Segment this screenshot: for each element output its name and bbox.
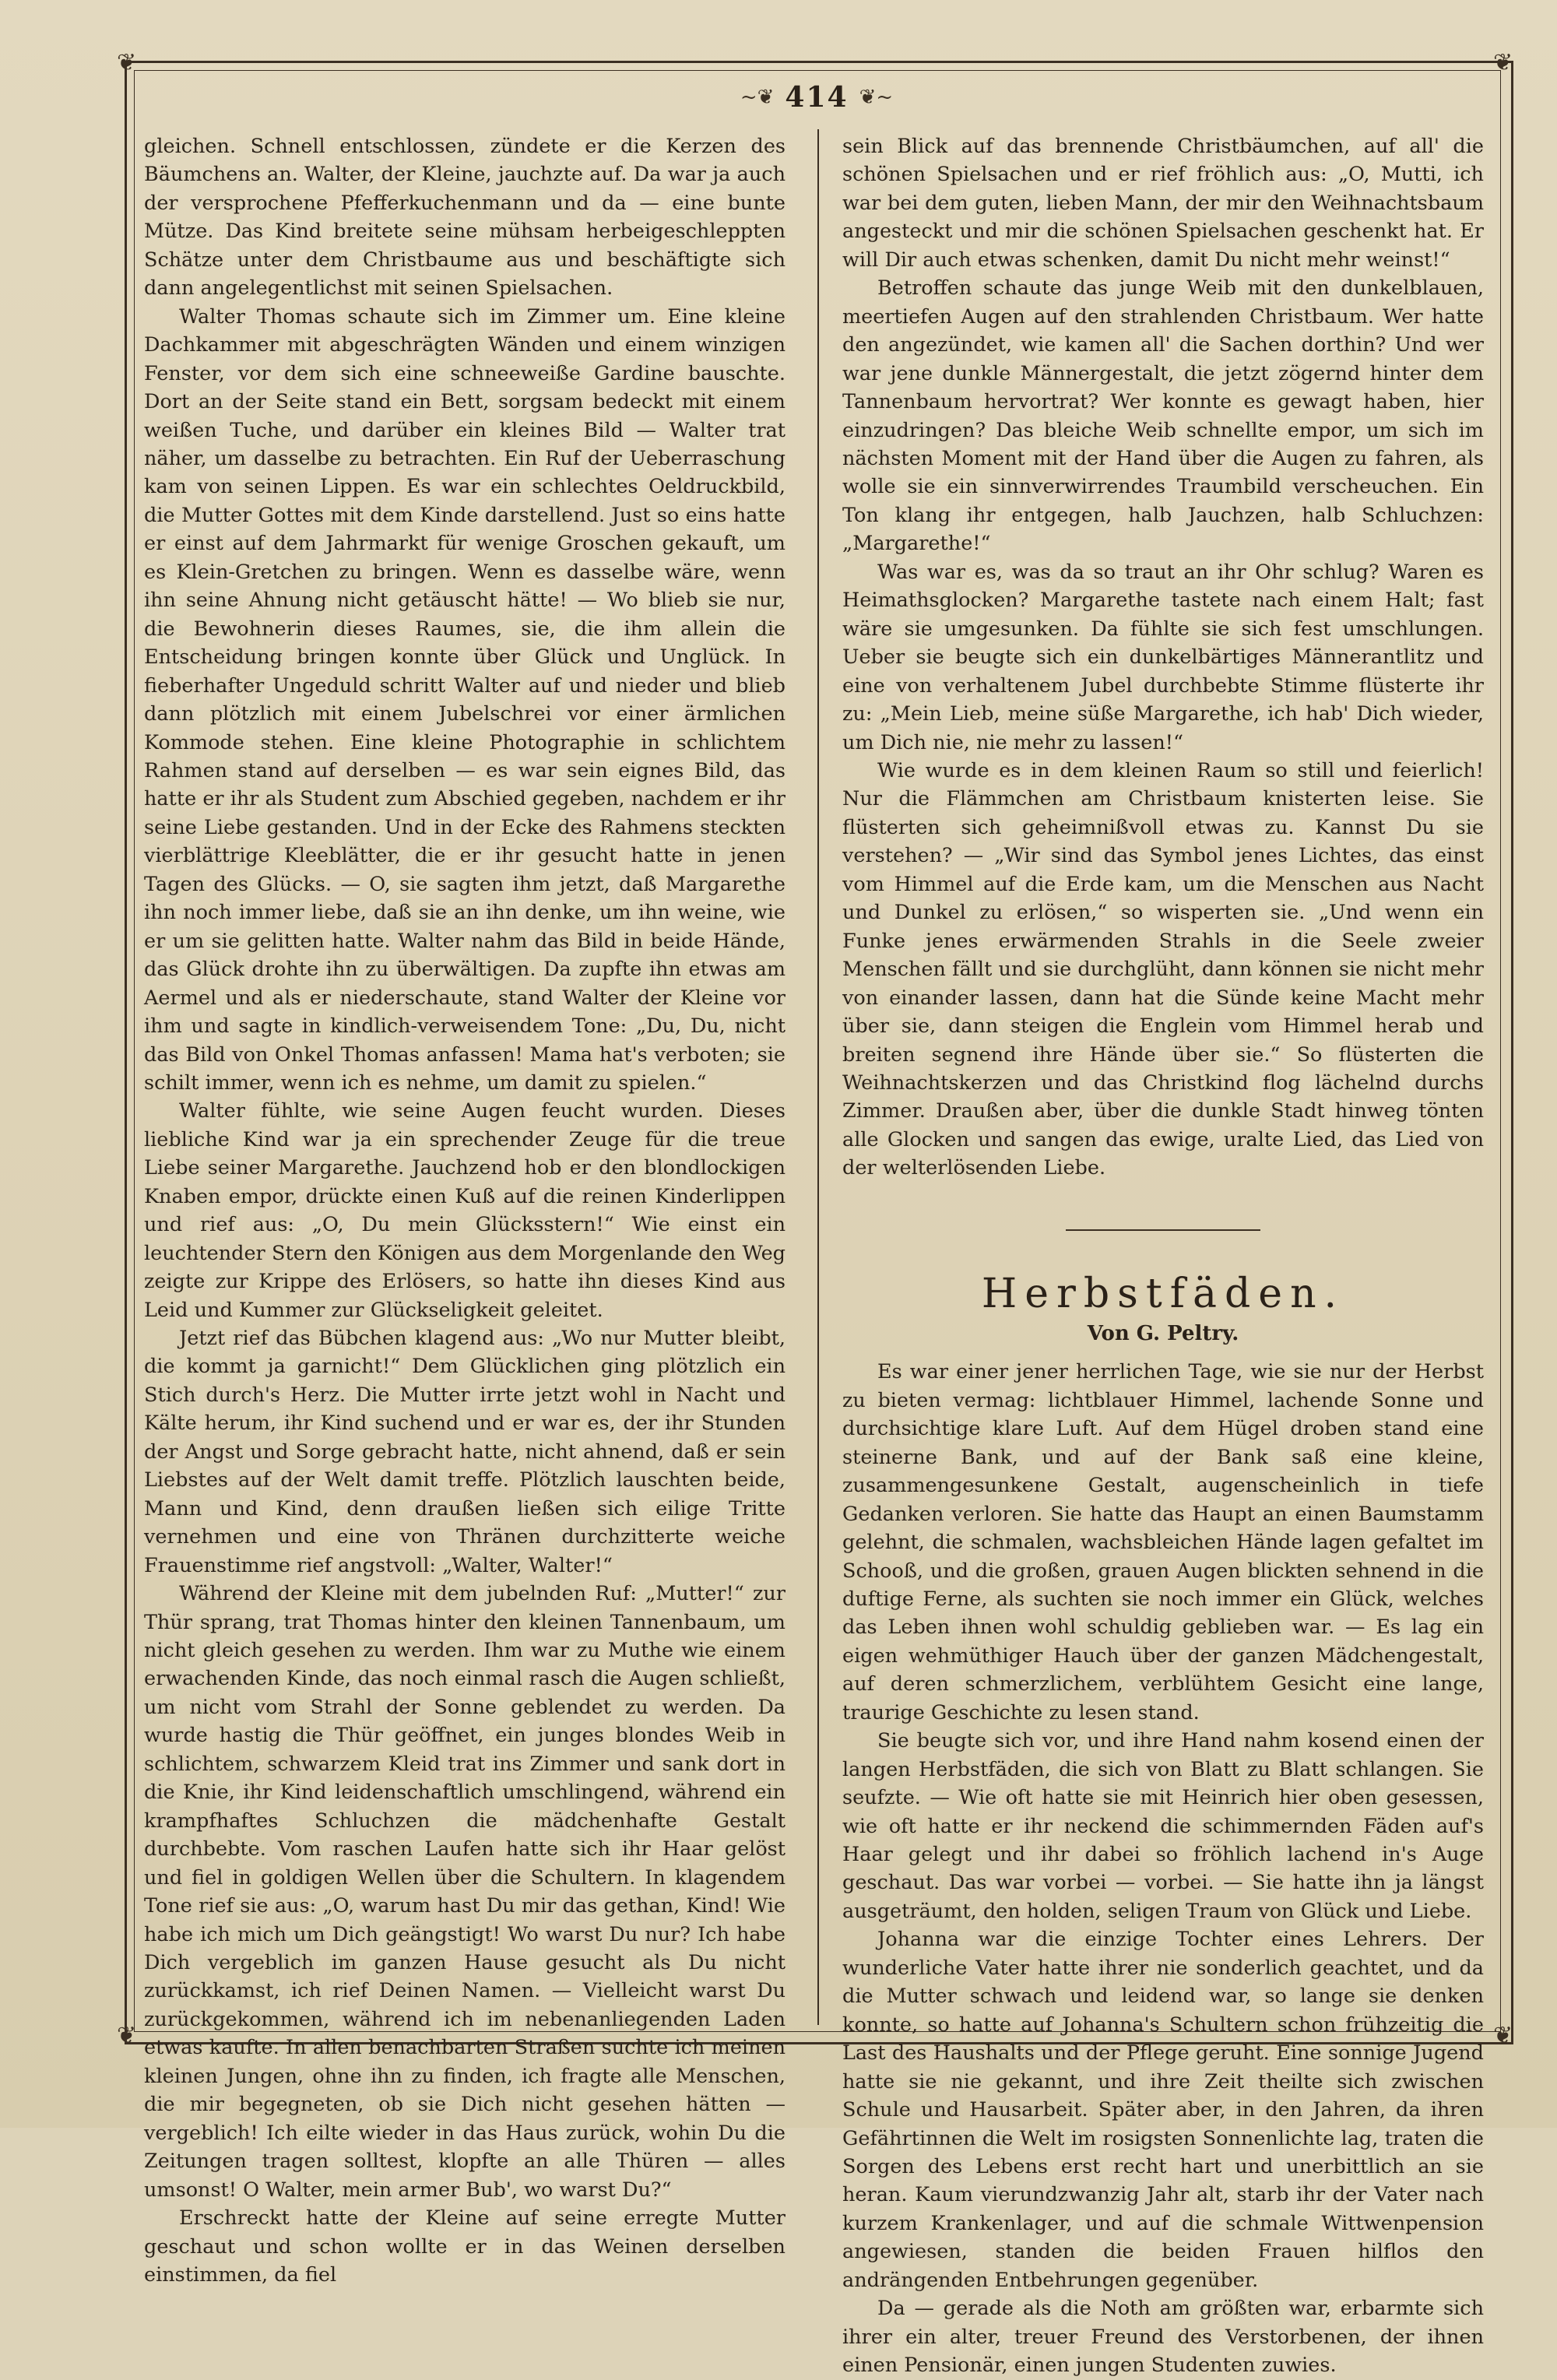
corner-ornament-icon: ❦ [117,49,137,76]
paragraph: Jetzt rief das Bübchen klagend aus: „Wo nur Mutter bleibt, die kommt ja garnicht!“ Dem Glücklichen ging plötzlich ein Stich durch's Herz. Die Mutter irrte jetzt wohl in Nacht und Kälte herum, ihr Kind suchend und er war es, der ihr Stunden der Angst und Sorge gebracht hatte, nicht ahnend, daß er sein Liebstes auf der Welt damit treffe. Plötzlich lauschten beide, Mann und Kind, denn draußen ließen sich eilige Tritte vernehmen und eine von Thränen durchzitterte weiche Frauenstimme rief angstvoll: „Walter, Walter!“ [144,1327,786,1577]
paragraph: Walter Thomas schaute sich im Zimmer um. Eine kleine Dachkammer mit abgeschrägten Wänden und einem winzigen Fenster, vor dem sich eine schneeweiße Gardine bauschte. Dort an der Seite stand ein Bett, sorgsam bedeckt mit einem weißen Tuche, und darüber ein kleines Bild — Walter trat näher, um dasselbe zu betrachten. Ein Ruf der Ueberraschung kam von seinen Lippen. Es war ein schlechtes Oeldruckbild, die Mutter Gottes mit dem Kinde darstellend. Just so eins hatte er einst auf dem Jahrmarkt für wenige Groschen gekauft, um es Klein-Gretchen zu bringen. Wenn es dasselbe wäre, wenn ihn seine Ahnung nicht getäuscht hätte! — Wo blieb sie nur, die Bewohnerin dieses Raumes, sie, die ihm allein die Entscheidung bringen konnte über Glück und Unglück. In fieberhafter Ungeduld schritt Walter auf und nieder und blieb dann plötzlich mit einem Jubelschrei vor einer ärmlichen Kommode stehen. Eine kleine Photographie in schlichtem Rahmen stand auf derselben — es war sein eignes Bild, das hatte er ihr als Student zum Abschied gegeben, nachdem er ihr seine Liebe gestanden. Und in der Ecke des Rahmens steckten vierblättrige Kleeblätter, die er ihr gesucht hatte in jenen Tagen des Glücks. — O, sie sagten ihm jetzt, daß Margarethe ihn noch immer liebe, daß sie an ihn denke, um ihn weine, wie er um sie gelitten hatte. Walter nahm das Bild in beide Hände, das Glück drohte ihn zu überwältigen. Da zupfte ihn etwas am Aermel und als er niederschaute, stand Walter der Kleine vor ihm und sagte in kindlich-verweisendem Tone: „Du, Du, nicht das Bild von Onkel Thomas anfassen! Mama hat's verboten; sie schilt immer, wenn ich es nehme, um damit zu spielen.“ [144,304,786,1095]
paragraph: Betroffen schaute das junge Weib mit den dunkelblauen, meertiefen Augen auf den strahlenden Christbaum. Wer hatte den angezündet, wie kamen all' die Sachen dorthin? Und wer war jene dunkle Männergestalt, die jetzt zögernd hinter dem Tannenbaum hervortrat? Wer konnte es gewagt haben, hier einzudringen? Das bleiche Weib schnellte empor, um sich im nächsten Moment mit der Hand über die Augen zu fahren, als wolle sie ein sinnverwirrendes Traumbild verscheuchen. Ein Ton klang ihr entgegen, halb Jauchzen, halb Schluchzen: „Margarethe!“ [842,276,1484,556]
article-author: Von G. Peltry. [1087,1322,1239,1346]
header-ornament-right-icon: ❦~ [859,86,894,109]
paragraph: Wie wurde es in dem kleinen Raum so still und feierlich! Nur die Flämmchen am Christbaum knisterten leise. Sie flüsterten sich geheimnißvoll etwas zu. Kannst Du sie verstehen? — „Wir sind das Symbol jenes Lichtes, das einst vom Himmel auf die Erde kam, um die Menschen aus Nacht und Dunkel zu erlösen,“ so wisperten sie. „Und wenn ein Funke jenes erwärmenden Strahls in die Seele zweier Menschen fällt und sie durchglüht, dann können sie nicht mehr von einander lassen, dann hat die Sünde keine Macht mehr über sie, dann steigen die Englein vom Himmel herab und breiten segnend ihre Hände über sie.“ So flüsterten die Weihnachtskerzen und das Christkind flog lächelnd durchs Zimmer. Draußen aber, über die dunkle Stadt hinweg tönten alle Glocken und sangen das ewige, uralte Lied, das Lied von der welterlösenden Liebe. [842,758,1484,1180]
paragraph: Da — gerade als die Noth am größten war, erbarmte sich ihrer ein alter, treuer Freund des Verstorbenen, der ihnen einen Pensionär, einen jungen Studenten zuwies. [842,2297,1484,2378]
paragraph: gleichen. Schnell entschlossen, zündete er die Kerzen des Bäumchens an. Walter, der Kleine, jauchzte auf. Da war ja auch der versprochene Pfefferkuchenmann und da — eine bunte Mütze. Das Kind breitete seine mühsam herbeigeschleppten Schätze unter dem Christbaume aus und beschäftigte sich dann angelegentlichst mit seinen Spielsachen. [144,135,786,301]
corner-ornament-icon: ❦ [1493,2022,1513,2049]
paragraph: Während der Kleine mit dem jubelnden Ruf: „Mutter!“ zur Thür sprang, trat Thomas hinter den kleinen Tannenbaum, um nicht gleich gesehen zu werden. Ihm war zu Muthe wie einem erwachenden Kinde, das noch einmal rasch die Augen schließt, um nicht vom Strahl der Sonne geblendet zu werden. Da wurde hastig die Thür geöffnet, ein junges blondes Weib in schlichtem, schwarzem Kleid trat ins Zimmer und sank dort in die Knie, ihr Kind leidenschaftlich umschlingend, während ein krampfhaftes Schluchzen die mädchenhafte Gestalt durchbebte. Vom raschen Laufen hatte sich ihr Haar gelöst und fiel in goldigen Wellen über die Schultern. In klagendem Tone rief sie aus: „O, warum hast Du mir das gethan, Kind! Wie habe ich mich um Dich geängstigt! Wo warst Du nur? Ich habe Dich vergeblich im ganzen Hause gesucht als Du nicht zurückkamst, ich rief Deinen Namen. — Vielleicht warst Du zurückgekommen, während ich im nebenanliegenden Laden etwas kaufte. In allen benachbarten Straßen suchte ich meinen kleinen Jungen, ohne ihn zu finden, ich fragte alle Menschen, die mir begegneten, ob sie Dich nicht gesehen hätten — vergeblich! Ich eilte wieder in das Haus zurück, wohin Du die Zeitungen tragen solltest, klopfte an alle Thüren — alles umsonst! O Walter, mein armer Bub', wo warst Du?“ [144,1582,786,2202]
paragraph: Es war einer jener herrlichen Tage, wie sie nur der Herbst zu bieten vermag: lichtblauer Himmel, lachende Sonne und durchsichtige klare Luft. Auf dem Hügel droben stand eine steinerne Bank, und auf der Bank saß eine kleine, zusammengesunkene Gestalt, augenscheinlich in tiefe Gedanken verloren. Sie hatte das Haupt an einen Baumstamm gelehnt, die schmalen, wachsbleichen Hände lagen gefaltet im Schooß, und die großen, grauen Augen blickten sehnend in die duftige Ferne, als suchten sie noch immer ein Glück, welches das Leben ihnen wohl schuldig geblieben war. — Es lag ein eigen wehmüthiger Hauch über der ganzen Mädchengestalt, auf deren schmerzlichem, verblühtem Gesicht eine lange, traurige Geschichte zu lesen stand. [842,1360,1484,1724]
paragraph: sein Blick auf das brennende Christbäumchen, auf all' die schönen Spielsachen und er rief fröhlich aus: „O, Mutti, ich war bei dem guten, lieben Mann, der mir den Weihnachtsbaum angesteckt und mir die schönen Spielsachen geschenkt hat. Er will Dir auch etwas schenken, damit Du nicht mehr weinst!“ [842,135,1484,272]
corner-ornament-icon: ❦ [1493,49,1513,76]
article-title: Herbstfäden. [981,1270,1345,1317]
paragraph: Johanna war die einzige Tochter eines Lehrers. Der wunderliche Vater hatte ihrer nie sonderlich geachtet, und da die Mutter schwach und leidend war, so lange sie denken konnte, so hatte auf Johanna's Schultern schon frühzeitig die Last des Haushalts und der Pflege geruht. Eine sonnige Jugend hatte sie nie gekannt, und ihre Zeit theilte sich zwischen Schule und Hausarbeit. Später aber, in den Jahren, da ihren Gefährtinnen die Welt im rosigsten Sonnenlichte lag, traten die Sorgen des Lebens erst recht hart und unerbittlich an sie heran. Kaum vierundzwanzig Jahr alt, starb ihr der Vater nach kurzem Krankenlager, und auf die schmale Wittwenpension angewiesen, standen die beiden Frauen hilflos den andrängenden Entbehrungen gegenüber. [842,1928,1484,2292]
paragraph: Erschreckt hatte der Kleine auf seine erregte Mutter geschaut und schon wollte er in das Weinen derselben einstimmen, da fiel [144,2206,786,2287]
page-number: 414 [785,81,849,114]
corner-ornament-icon: ❦ [117,2022,137,2049]
section-divider [1066,1229,1260,1231]
column-divider [817,129,819,2025]
paragraph: Sie beugte sich vor, und ihre Hand nahm kosend einen der langen Herbstfäden, die sich von Blatt zu Blatt schlangen. Sie seufzte. — Wie oft hatte sie mit Heinrich hier oben gesessen, wie oft hatte er ihr neckend die schimmernden Fäden auf's Haar gelegt und ihr dabei so fröhlich lachend in's Auge geschaut. Das war vorbei — vorbei. — Sie hatte ihn ja längst ausgeträumt, den holden, seligen Traum von Glück und Liebe. [842,1729,1484,1923]
left-column [144,132,786,2289]
paragraph: Was war es, was da so traut an ihr Ohr schlug? Waren es Heimathsglocken? Margarethe tastete nach einem Halt; fast wäre sie umgesunken. Da fühlte sie sich fest umschlungen. Ueber sie beugte sich ein dunkelbärtiges Männerantlitz und eine von verhaltenem Jubel durchbebte Stimme flüsterte ihr zu: „Mein Lieb, meine süße Margarethe, ich hab' Dich wieder, um Dich nie, nie mehr zu lassen!“ [842,560,1484,754]
header-ornament-left-icon: ~❦ [740,86,775,109]
paragraph: Walter fühlte, wie seine Augen feucht wurden. Dieses liebliche Kind war ja ein sprechender Zeuge für die treue Liebe seiner Margarethe. Jauchzend hob er den blondlockigen Knaben empor, drückte einen Kuß auf die reinen Kinderlippen und rief aus: „O, Du mein Glücksstern!“ Wie einst ein leuchtender Stern den Königen aus dem Morgenlande den Weg zeigte zur Krippe des Erlösers, so hatte ihn dieses Kind aus Leid und Kummer zur Glückseligkeit geleitet. [144,1099,786,1322]
right-column [842,132,1484,2380]
page-header [134,78,1499,117]
